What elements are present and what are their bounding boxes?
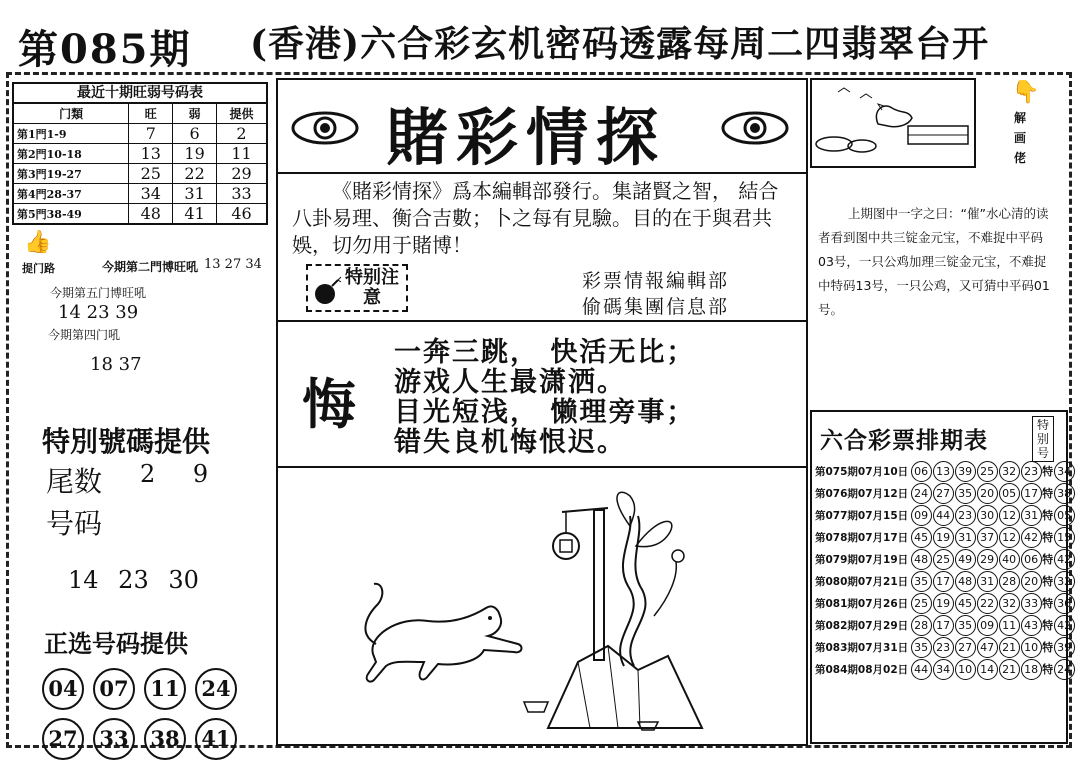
rooster-drawing bbox=[812, 80, 974, 166]
draw-special-ball: 34 bbox=[1054, 461, 1075, 482]
draw-row bbox=[814, 614, 1076, 636]
history-row bbox=[13, 124, 267, 144]
header bbox=[0, 0, 1080, 72]
draw-number-ball: 35 bbox=[955, 483, 976, 504]
draw-numbers bbox=[909, 460, 1076, 482]
riddle-side-label: 解画佬 bbox=[1014, 111, 1027, 165]
draw-number-ball: 24 bbox=[911, 483, 932, 504]
draw-date-label: 第079期07月19日 bbox=[815, 553, 909, 566]
history-row-label: 第2門10-18 bbox=[13, 144, 129, 164]
main-pick-balls bbox=[42, 668, 272, 768]
history-cell: 22 bbox=[173, 164, 217, 184]
draw-number-ball: 40 bbox=[999, 549, 1020, 570]
draw-numbers bbox=[909, 504, 1076, 526]
pointing-hand-icon: 👇 bbox=[1012, 80, 1040, 105]
draw-numbers bbox=[909, 548, 1076, 570]
draw-special-ball: 36 bbox=[1054, 593, 1075, 614]
draw-number-ball: 13 bbox=[933, 461, 954, 482]
draw-number-ball: 45 bbox=[911, 527, 932, 548]
draw-number-ball: 05 bbox=[999, 483, 1020, 504]
draw-row bbox=[814, 548, 1076, 570]
history-cell: 2 bbox=[217, 124, 268, 144]
draw-table bbox=[814, 460, 1076, 680]
draw-date-label: 第075期07月10日 bbox=[815, 465, 909, 478]
history-panel bbox=[12, 82, 268, 225]
draw-special-ball: 15 bbox=[1054, 527, 1075, 548]
history-cell: 46 bbox=[217, 204, 268, 225]
draw-date-label: 第084期08月02日 bbox=[815, 663, 909, 676]
draw-number-ball: 21 bbox=[999, 637, 1020, 658]
issue-number: 第085期 bbox=[18, 26, 192, 73]
history-col-header: 门類 bbox=[13, 103, 129, 124]
tip-line2-values: 14 23 39 bbox=[58, 302, 139, 323]
draw-number-ball: 27 bbox=[955, 637, 976, 658]
draw-numbers bbox=[909, 592, 1076, 614]
history-row-label: 第4門28-37 bbox=[13, 184, 129, 204]
draw-number-ball: 35 bbox=[955, 615, 976, 636]
draw-number-ball: 06 bbox=[1021, 549, 1042, 570]
draw-special-ball: 38 bbox=[1054, 483, 1075, 504]
draw-number-ball: 20 bbox=[1021, 571, 1042, 592]
publisher-1: 彩票情報編輯部 bbox=[582, 270, 730, 292]
special-section bbox=[16, 418, 266, 598]
history-table bbox=[12, 102, 268, 225]
draw-number-ball: 47 bbox=[977, 637, 998, 658]
draw-row bbox=[814, 482, 1076, 504]
draw-number-ball: 33 bbox=[1021, 593, 1042, 614]
draw-row bbox=[814, 658, 1076, 680]
poem-lines bbox=[394, 338, 794, 458]
eye-icon bbox=[720, 110, 790, 146]
history-col-header: 弱 bbox=[173, 103, 217, 124]
special-prefix: 特 bbox=[1042, 486, 1054, 500]
history-row bbox=[13, 204, 267, 225]
tip-line1-label: 今期第二門博旺吼 bbox=[102, 260, 199, 274]
history-row bbox=[13, 184, 267, 204]
draw-number-ball: 30 bbox=[977, 505, 998, 526]
history-cell: 33 bbox=[217, 184, 268, 204]
history-cell: 41 bbox=[173, 204, 217, 225]
draw-special-ball: 42 bbox=[1054, 549, 1075, 570]
history-cell: 29 bbox=[217, 164, 268, 184]
tip-line3-values: 18 37 bbox=[90, 354, 142, 375]
draw-number-ball: 43 bbox=[1021, 615, 1042, 636]
draw-special-ball: 24 bbox=[1054, 659, 1075, 680]
draw-numbers bbox=[909, 614, 1076, 636]
draw-special-ball: 39 bbox=[1054, 637, 1075, 658]
history-row-label: 第5門38-49 bbox=[13, 204, 129, 225]
draw-number-ball: 09 bbox=[911, 505, 932, 526]
draw-number-ball: 14 bbox=[977, 659, 998, 680]
draw-row bbox=[814, 460, 1076, 482]
tip-line2-label: 今期第五门博旺吼 bbox=[50, 286, 147, 300]
illustration bbox=[278, 466, 806, 744]
tips-label: 提门路 bbox=[22, 262, 55, 275]
draw-number-ball: 45 bbox=[955, 593, 976, 614]
banner-title: 賭彩情探 bbox=[386, 101, 667, 174]
draw-number-ball: 48 bbox=[911, 549, 932, 570]
main-pick-heading: 正选号码提供 bbox=[44, 630, 188, 658]
history-cell: 11 bbox=[217, 144, 268, 164]
riddle-text: 上期图中一字之曰：“催”水心清的读者看到图中共三锭金元宝，不难捉中平码03号，一只公鸡加理三锭金元宝，不难捉中特码13号，一只公鸡，又可猜中平码01号。 bbox=[818, 206, 1050, 317]
special-prefix: 特 bbox=[1042, 574, 1054, 588]
center-panel bbox=[276, 78, 808, 746]
history-cell: 19 bbox=[173, 144, 217, 164]
draw-number-ball: 10 bbox=[955, 659, 976, 680]
pick-number-ball: 27 bbox=[42, 718, 84, 760]
eye-icon bbox=[290, 110, 360, 146]
special-prefix: 特 bbox=[1042, 618, 1054, 632]
tips-section bbox=[16, 230, 276, 390]
poem-line: 一奔三跳， 快活无比； bbox=[394, 337, 696, 368]
draw-number-ball: 21 bbox=[999, 659, 1020, 680]
bomb-icon bbox=[312, 276, 342, 306]
draw-number-ball: 42 bbox=[1021, 527, 1042, 548]
tip-line1-values: 13 27 34 bbox=[204, 257, 262, 272]
draw-date-label: 第083期07月31日 bbox=[815, 641, 909, 654]
history-cell: 25 bbox=[129, 164, 173, 184]
draw-number-ball: 28 bbox=[911, 615, 932, 636]
draw-number-ball: 29 bbox=[977, 549, 998, 570]
draw-numbers bbox=[909, 658, 1076, 680]
draw-number-ball: 32 bbox=[999, 461, 1020, 482]
tail-label: 尾数 bbox=[46, 465, 103, 498]
history-row-label: 第3門19-27 bbox=[13, 164, 129, 184]
draw-number-ball: 23 bbox=[1021, 461, 1042, 482]
draw-number-ball: 11 bbox=[999, 615, 1020, 636]
draw-date-label: 第080期07月21日 bbox=[815, 575, 909, 588]
poem-line: 游戏人生最潇洒。 bbox=[394, 367, 626, 398]
draw-number-ball: 12 bbox=[999, 505, 1020, 526]
history-cell: 48 bbox=[129, 204, 173, 225]
history-cell: 31 bbox=[173, 184, 217, 204]
draw-number-ball: 31 bbox=[955, 527, 976, 548]
draw-number-ball: 49 bbox=[955, 549, 976, 570]
draw-panel bbox=[810, 410, 1072, 744]
special-prefix: 特 bbox=[1042, 530, 1054, 544]
draw-special-ball: 05 bbox=[1054, 505, 1075, 526]
draw-date-label: 第078期07月17日 bbox=[815, 531, 909, 544]
thumb-icon: 👍 bbox=[24, 230, 52, 255]
draw-number-ball: 20 bbox=[977, 483, 998, 504]
draw-number-ball: 25 bbox=[911, 593, 932, 614]
special-prefix: 特 bbox=[1042, 640, 1054, 654]
draw-number-ball: 48 bbox=[955, 571, 976, 592]
draw-special-ball: 32 bbox=[1054, 571, 1075, 592]
draw-row bbox=[814, 504, 1076, 526]
tip-line3-label: 今期第四门吼 bbox=[48, 328, 121, 342]
draw-numbers bbox=[909, 526, 1076, 548]
draw-number-ball: 44 bbox=[911, 659, 932, 680]
poem-line: 目光短浅， 懒理旁事； bbox=[394, 397, 696, 428]
page-title: (香港)六合彩玄机密码透露每周二四翡翠台开 bbox=[250, 23, 990, 65]
draw-title: 六合彩票排期表 bbox=[820, 428, 988, 454]
draw-number-ball: 35 bbox=[911, 637, 932, 658]
draw-number-ball: 39 bbox=[955, 461, 976, 482]
draw-date-label: 第082期07月29日 bbox=[815, 619, 909, 632]
special-prefix: 特 bbox=[1042, 552, 1054, 566]
draw-row bbox=[814, 592, 1076, 614]
cat-and-plant-drawing bbox=[278, 466, 806, 744]
draw-numbers bbox=[909, 482, 1076, 504]
draw-date-label: 第081期07月26日 bbox=[815, 597, 909, 610]
tail-values: 2 9 bbox=[140, 460, 209, 488]
draw-number-ball: 31 bbox=[1021, 505, 1042, 526]
pick-number-ball: 11 bbox=[144, 668, 186, 710]
history-title: 最近十期旺弱号码表 bbox=[12, 82, 268, 102]
draw-number-ball: 23 bbox=[933, 637, 954, 658]
draw-number-ball: 31 bbox=[977, 571, 998, 592]
draw-number-ball: 17 bbox=[933, 615, 954, 636]
notice-box bbox=[306, 264, 408, 312]
draw-number-ball: 34 bbox=[933, 659, 954, 680]
history-row bbox=[13, 144, 267, 164]
draw-number-ball: 25 bbox=[933, 549, 954, 570]
draw-number-ball: 32 bbox=[999, 593, 1020, 614]
draw-number-ball: 18 bbox=[1021, 659, 1042, 680]
draw-special-ball: 42 bbox=[1054, 615, 1075, 636]
history-row-label: 第1門1-9 bbox=[13, 124, 129, 144]
draw-number-ball: 19 bbox=[933, 527, 954, 548]
history-cell: 34 bbox=[129, 184, 173, 204]
history-cell: 6 bbox=[173, 124, 217, 144]
special-numbers: 14 23 30 bbox=[68, 566, 199, 594]
draw-number-ball: 25 bbox=[977, 461, 998, 482]
draw-numbers bbox=[909, 636, 1076, 658]
draw-number-ball: 23 bbox=[955, 505, 976, 526]
draw-number-ball: 17 bbox=[1021, 483, 1042, 504]
draw-number-ball: 37 bbox=[977, 527, 998, 548]
publisher-2: 偷碼集團信息部 bbox=[582, 296, 730, 318]
draw-row bbox=[814, 570, 1076, 592]
draw-number-ball: 44 bbox=[933, 505, 954, 526]
draw-row bbox=[814, 526, 1076, 548]
special-heading: 特別號碼提供 bbox=[42, 425, 211, 458]
special-prefix: 特 bbox=[1042, 662, 1054, 676]
draw-row bbox=[814, 636, 1076, 658]
pick-number-ball: 04 bbox=[42, 668, 84, 710]
pick-number-ball: 38 bbox=[144, 718, 186, 760]
pick-number-ball: 41 bbox=[195, 718, 237, 760]
notice-label: 特别注意 bbox=[345, 267, 399, 308]
draw-numbers bbox=[909, 570, 1076, 592]
draw-date-label: 第077期07月15日 bbox=[815, 509, 909, 522]
special-prefix: 特 bbox=[1042, 508, 1054, 522]
draw-number-ball: 12 bbox=[999, 527, 1020, 548]
draw-date-label: 第076期07月12日 bbox=[815, 487, 909, 500]
pick-number-ball: 33 bbox=[93, 718, 135, 760]
draw-number-ball: 09 bbox=[977, 615, 998, 636]
poem-title-char: 悔 bbox=[302, 372, 356, 436]
history-col-header: 旺 bbox=[129, 103, 173, 124]
draw-number-ball: 06 bbox=[911, 461, 932, 482]
poem-line: 错失良机悔恨迟。 bbox=[394, 427, 626, 458]
pick-number-ball: 07 bbox=[93, 668, 135, 710]
history-cell: 7 bbox=[129, 124, 173, 144]
draw-number-ball: 28 bbox=[999, 571, 1020, 592]
riddle-image bbox=[810, 78, 976, 168]
draw-number-ball: 10 bbox=[1021, 637, 1042, 658]
draw-number-ball: 22 bbox=[977, 593, 998, 614]
riddle-panel bbox=[808, 78, 1068, 408]
banner bbox=[278, 80, 806, 174]
intro-section bbox=[278, 172, 806, 322]
special-prefix: 特 bbox=[1042, 596, 1054, 610]
pick-number-ball: 24 bbox=[195, 668, 237, 710]
history-cell: 13 bbox=[129, 144, 173, 164]
special-column-label: 特别号 bbox=[1032, 416, 1054, 462]
draw-number-ball: 35 bbox=[911, 571, 932, 592]
history-row bbox=[13, 164, 267, 184]
draw-number-ball: 17 bbox=[933, 571, 954, 592]
draw-number-ball: 19 bbox=[933, 593, 954, 614]
poem-section bbox=[278, 320, 806, 468]
draw-number-ball: 27 bbox=[933, 483, 954, 504]
special-prefix: 特 bbox=[1042, 464, 1054, 478]
main-pick-section bbox=[16, 624, 266, 751]
intro-text: 《賭彩情探》爲本編輯部發行。集諸賢之智， 結合八卦易理、衡合吉數；卜之每有見驗。目的在于與君共娛，切勿用于賭博！ bbox=[292, 179, 779, 257]
number-label: 号码 bbox=[46, 507, 103, 540]
history-col-header: 提供 bbox=[217, 103, 268, 124]
